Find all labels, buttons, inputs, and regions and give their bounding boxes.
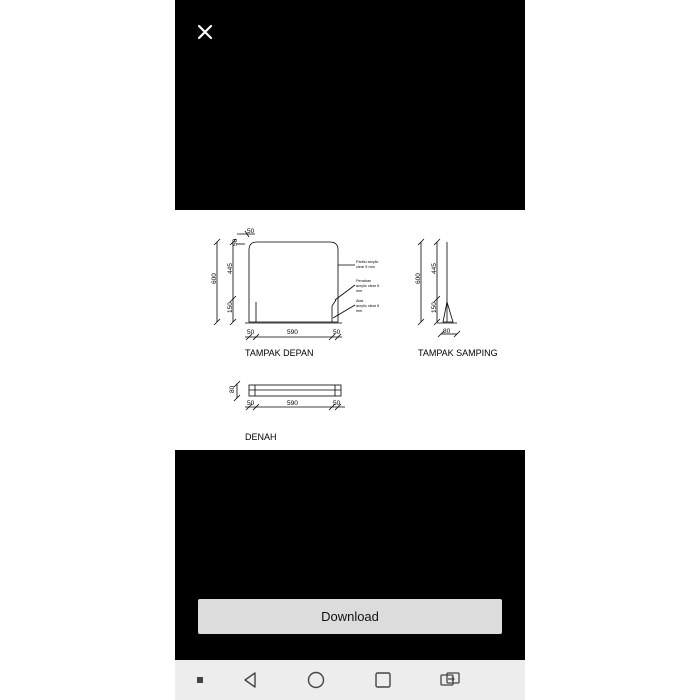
nav-menu-button[interactable] [190,660,210,700]
front-note-2-line2: acrylic clear 5 [356,284,380,288]
plan-caption: DENAH [245,432,277,442]
back-triangle-icon [240,670,260,690]
front-dim-bottom-left: 50 [247,329,255,336]
switch-apps-icon [439,670,461,690]
android-nav-bar [175,660,525,700]
side-dim-upper: 445 [431,263,438,274]
front-note-3-line2: acrylic clear 5 [356,304,380,308]
plan-dim-depth: 80 [229,385,236,393]
nav-switch-apps-button[interactable] [435,660,465,700]
download-button[interactable] [198,599,502,634]
menu-dot-icon [196,676,204,684]
image-viewer-screen [175,0,525,700]
front-panel-outline [249,242,338,322]
front-note-3-line3: mm [356,309,363,313]
front-dim-bottom-right: 50 [333,329,341,336]
front-right-stand [332,300,336,322]
front-note-1-line2: clear 5 mm [356,265,375,269]
recent-apps-square-icon [373,670,393,690]
plan-dim-right: 50 [333,400,341,407]
side-dim-lower: 150 [431,302,438,313]
front-dim-upper: 445 [227,263,234,274]
plan-dim-left: 50 [247,400,255,407]
side-dim-total-height: 600 [415,273,422,284]
plan-dim-width: 590 [287,400,298,407]
front-dim-width: 590 [287,329,298,336]
side-caption: TAMPAK SAMPING [418,348,498,358]
front-dim-total-height: 600 [211,273,218,284]
side-dim-base: 80 [443,328,451,335]
close-icon [191,18,219,46]
plan-outline [249,385,341,396]
nav-back-button[interactable] [235,660,265,700]
nav-home-button[interactable] [301,660,331,700]
front-dim-lower: 150 [227,302,234,313]
front-caption: TAMPAK DEPAN [245,348,314,358]
download-button-label: Download [321,609,379,624]
home-circle-icon [306,670,326,690]
front-note-2-line1: Penahan [356,279,372,283]
front-dim-top-offset: 50 [247,228,255,235]
front-note-1-line1: Partisi acrylic [356,260,379,264]
front-note-3-line1: Alas [356,299,364,303]
nav-recent-apps-button[interactable] [368,660,398,700]
front-dim-top-radius: 50 [232,238,239,246]
side-stand [443,302,453,322]
technical-drawing-image [175,210,525,450]
close-button[interactable] [191,18,219,46]
front-note-2-line3: mm [356,289,363,293]
